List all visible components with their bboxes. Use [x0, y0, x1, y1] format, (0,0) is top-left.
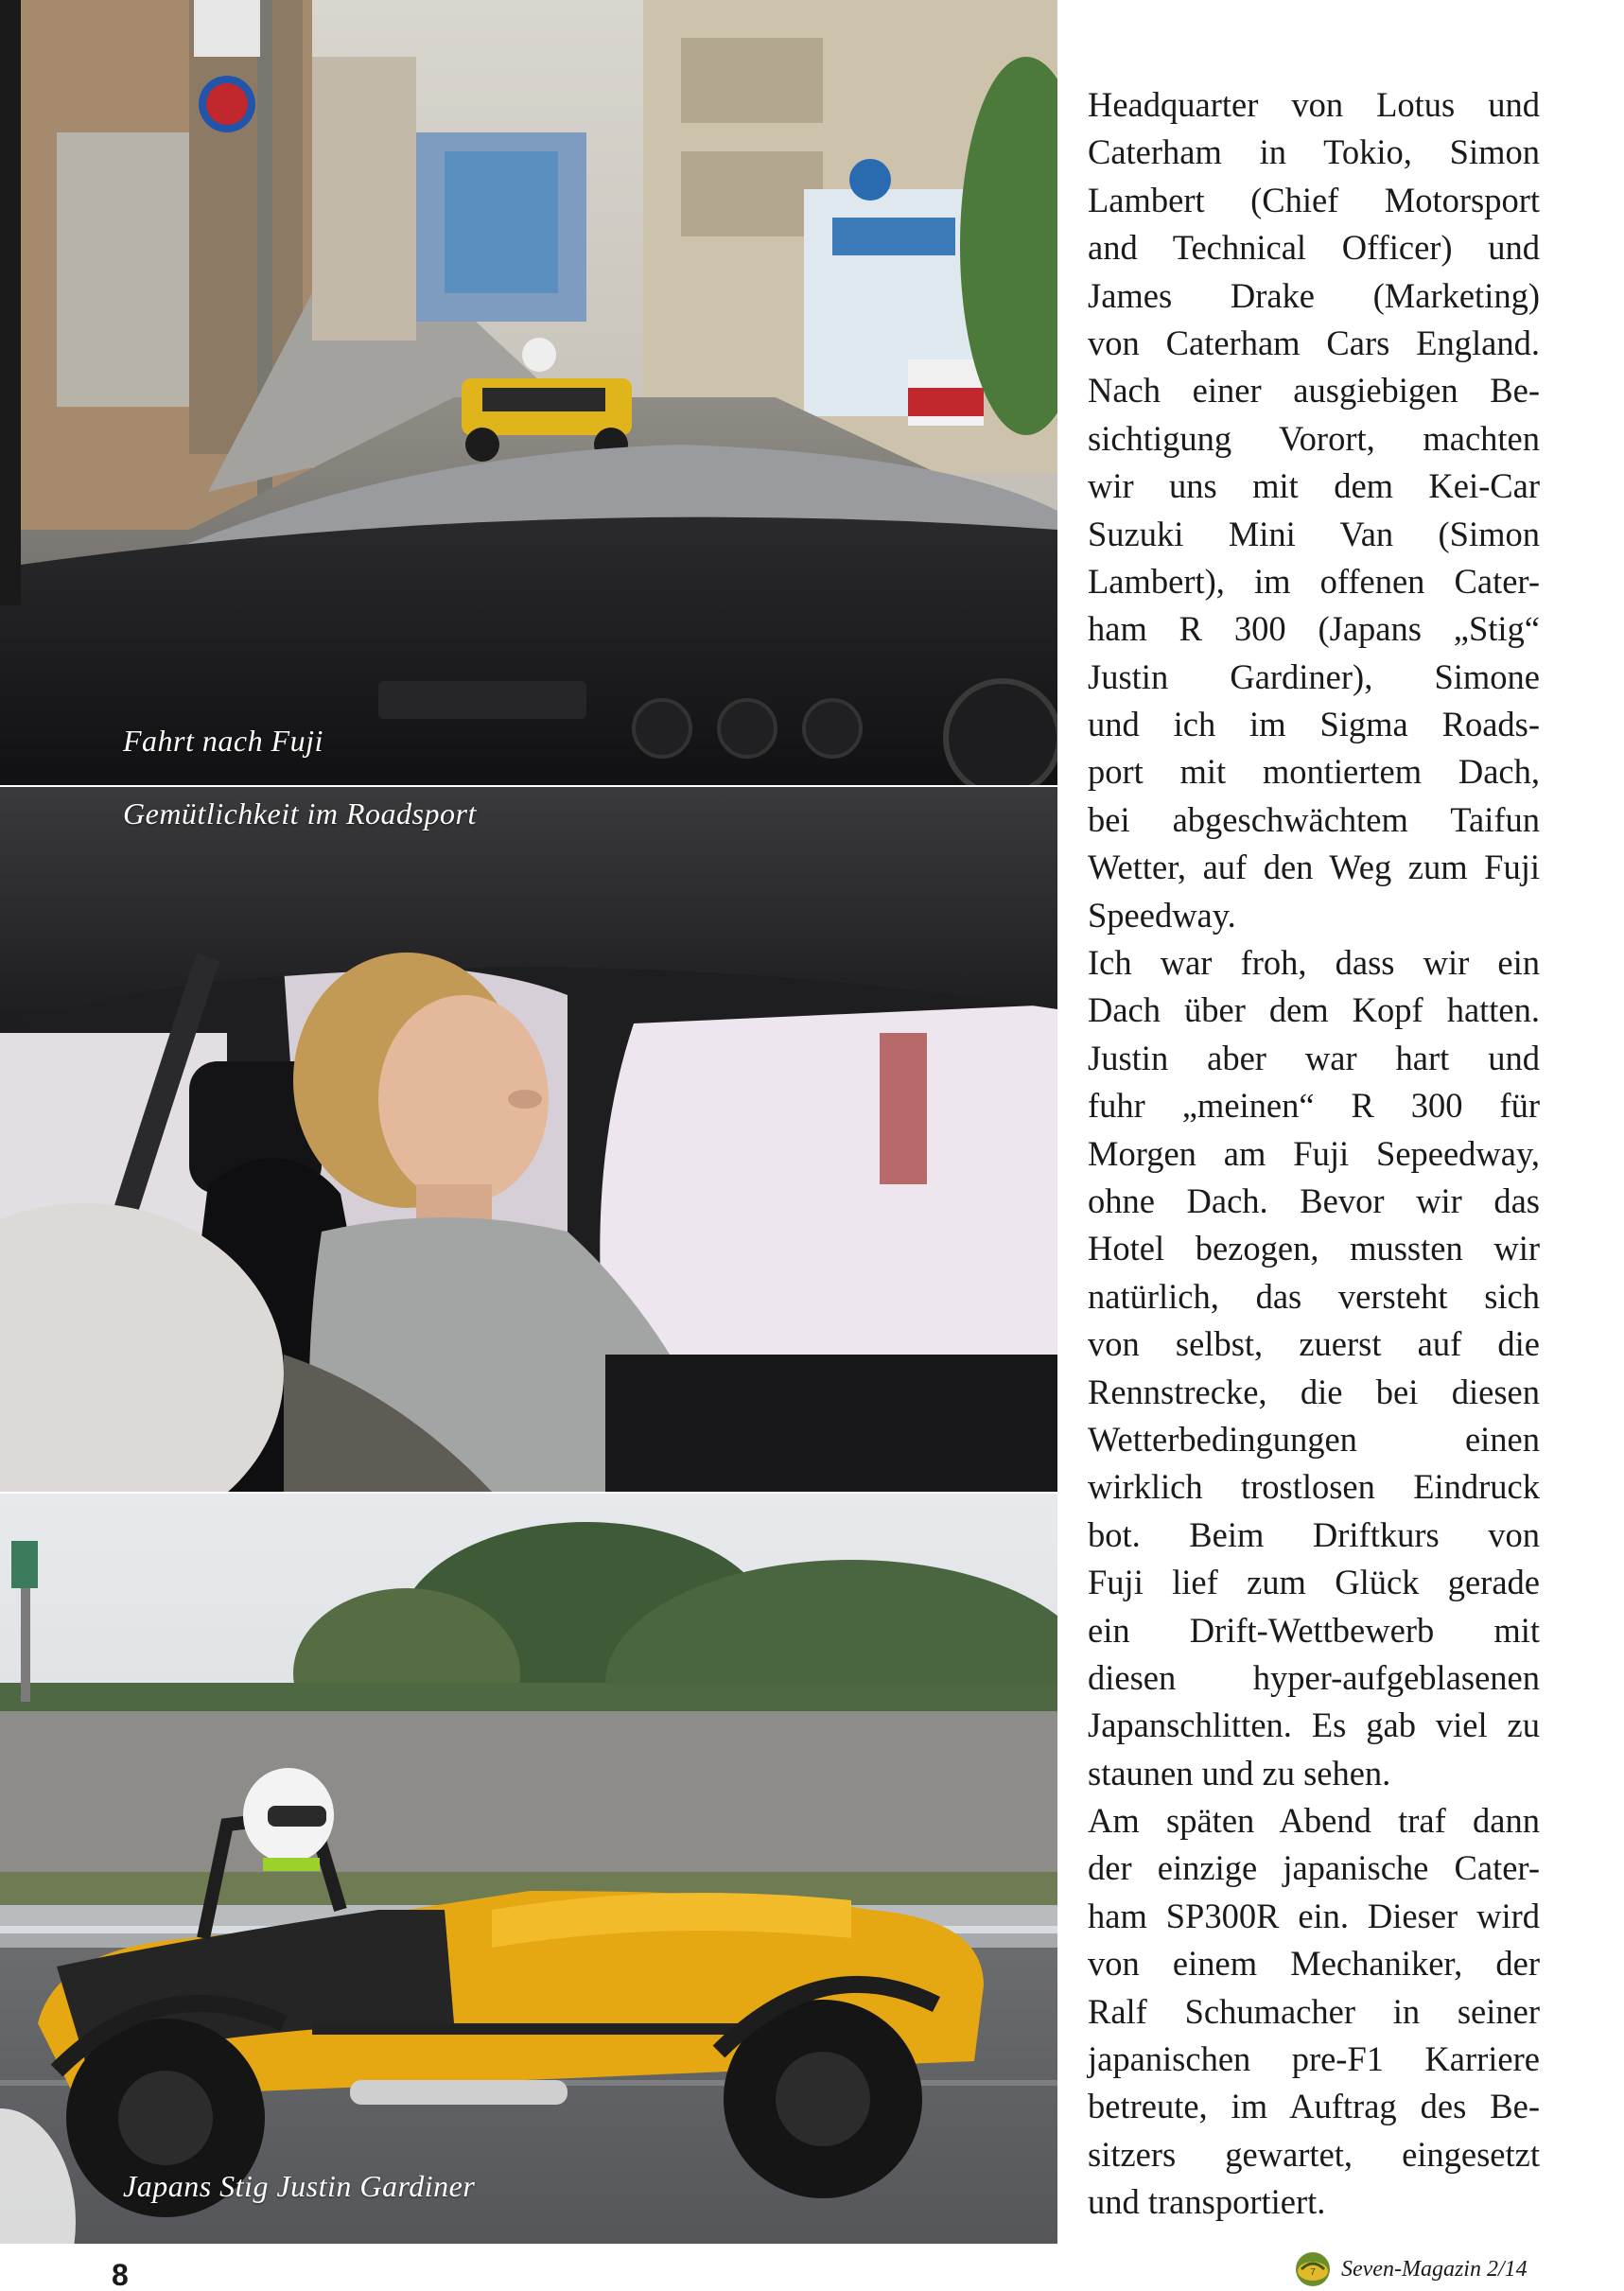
article-line: von Caterham Cars England. [1088, 323, 1540, 362]
magazine-issue: Seven-Magazin 2/14 [1341, 2256, 1528, 2282]
article-line: wirklich trostlosen Eindruck [1088, 1467, 1540, 1507]
article-line: und transportiert. [1088, 2182, 1326, 2222]
article-line: Ralf Schumacher in seiner [1088, 1991, 1540, 2031]
article-line: port mit montiertem Dach, [1088, 752, 1540, 792]
article-line: Japanschlitten. Es gab viel zu [1088, 1705, 1540, 1745]
article-line: Wetter, auf den Weg zum Fuji [1088, 848, 1540, 887]
article-line: ein Drift-Wettbewerb mit [1088, 1610, 1540, 1650]
article-line: ham SP300R ein. Dieser wird [1088, 1896, 1540, 1935]
cabin-photo-illustration [0, 787, 1057, 1492]
article-line: Hotel bezogen, mussten wir [1088, 1229, 1540, 1268]
article-line: Wetterbedingungen einen [1088, 1419, 1540, 1459]
footer-brand [1294, 2250, 1528, 2288]
article-line: der einzige japanische Cater- [1088, 1848, 1540, 1888]
article-line: wir uns mit dem Kei-Car [1088, 466, 1540, 506]
article-line: Morgen am Fuji Sepeedway, [1088, 1133, 1540, 1173]
svg-text:7: 7 [1310, 2267, 1316, 2278]
article-line: Rennstrecke, die bei diesen [1088, 1372, 1540, 1411]
article-line: Am späten Abend traf dann [1088, 1801, 1540, 1841]
article-line: staunen und zu sehen. [1088, 1753, 1391, 1793]
article-line: fuhr „meinen“ R 300 für [1088, 1086, 1540, 1126]
article-line: bei abgeschwächtem Taifun [1088, 799, 1540, 839]
article-line: James Drake (Marketing) [1088, 275, 1540, 315]
article-line: ohne Dach. Bevor wir das [1088, 1180, 1540, 1220]
photo-street-windshield [0, 0, 1057, 785]
article-line: japanischen pre-F1 Karriere [1088, 2039, 1540, 2079]
article-line: sitzers gewartet, eingesetzt [1088, 2134, 1540, 2174]
caption-photo-1: Fahrt nach Fuji [123, 724, 323, 758]
article-line: Ich war froh, dass wir ein [1088, 943, 1540, 983]
article-line: bot. Beim Driftkurs von [1088, 1514, 1540, 1554]
photo-yellow-caterham [0, 1494, 1057, 2244]
article-line: Lambert (Chief Motorsport [1088, 180, 1540, 219]
street-photo-illustration [0, 0, 1057, 785]
article-line: Justin Gardiner), Simone [1088, 656, 1540, 696]
article-line: Headquarter von Lotus und [1088, 85, 1540, 124]
article-line: ham R 300 (Japans „Stig“ [1088, 609, 1540, 649]
article-line: von selbst, zuerst auf die [1088, 1324, 1540, 1364]
caption-photo-2: Gemütlichkeit im Roadsport [123, 796, 477, 831]
article-line: Nach einer ausgiebigen Be- [1088, 371, 1540, 411]
article-line: Fuji lief zum Glück gerade [1088, 1563, 1540, 1602]
article-line: Dach über dem Kopf hatten. [1088, 990, 1540, 1030]
article-line: sichtigung Vorort, machten [1088, 418, 1540, 458]
article-line: Lambert), im offenen Cater- [1088, 561, 1540, 601]
photo-roadsport-cabin [0, 787, 1057, 1492]
article-line: betreute, im Auftrag des Be- [1088, 2087, 1540, 2126]
page-number: 8 [112, 2258, 129, 2291]
article-line: natürlich, das versteht sich [1088, 1276, 1540, 1316]
article-text-column [1088, 81, 1540, 2227]
article-line: Justin aber war hart und [1088, 1038, 1540, 1077]
article-line: Caterham in Tokio, Simon [1088, 132, 1540, 172]
article-line: und ich im Sigma Roads- [1088, 705, 1540, 744]
article-line: Suzuki Mini Van (Simon [1088, 514, 1540, 553]
car-photo-illustration [0, 1494, 1057, 2244]
article-line: von einem Mechaniker, der [1088, 1944, 1540, 1984]
seven-logo-icon [1294, 2250, 1332, 2288]
article-line: Speedway. [1088, 895, 1236, 935]
article-line: and Technical Officer) und [1088, 228, 1540, 268]
caption-photo-3: Japans Stig Justin Gardiner [123, 2169, 476, 2203]
article-line: diesen hyper-aufgeblasenen [1088, 1657, 1540, 1697]
